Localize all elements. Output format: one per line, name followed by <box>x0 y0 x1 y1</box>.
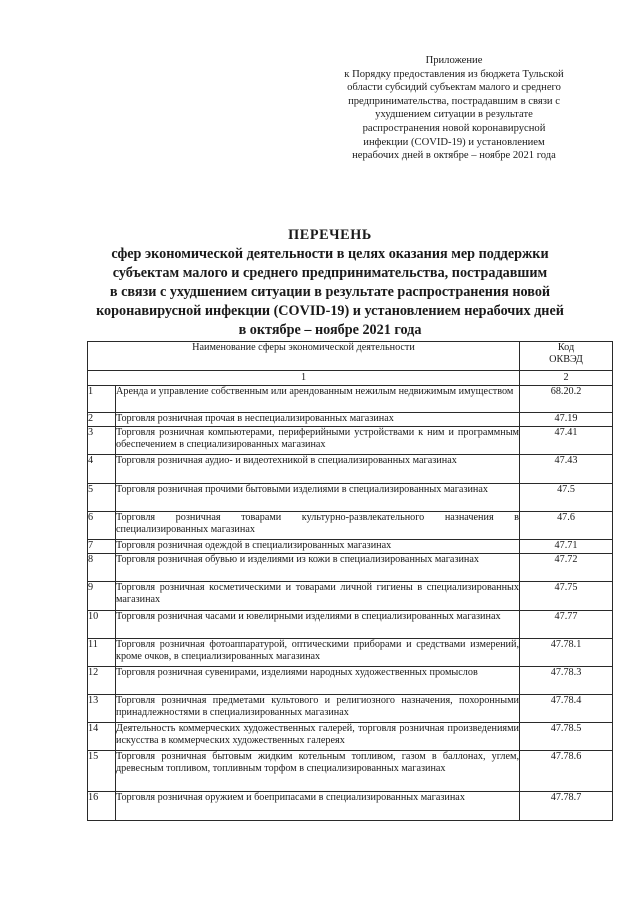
appendix-line: области субсидий субъектам малого и среднего <box>347 82 561 94</box>
okved-code: 47.78.6 <box>520 751 613 792</box>
table-row <box>88 540 613 554</box>
row-number: 15 <box>88 751 116 792</box>
activity-name: Торговля розничная прочими бытовыми изделиями в специализированных магазинах <box>116 484 520 512</box>
row-number: 2 <box>88 413 116 427</box>
row-number: 12 <box>88 667 116 695</box>
row-number: 13 <box>88 695 116 723</box>
activity-name: Аренда и управление собственным или арендованным нежилым недвижимым имуществом <box>116 386 520 413</box>
activity-name: Торговля розничная предметами культового и религиозного назначения, похоронными принадлежностями в специализированных магазинах <box>116 695 520 723</box>
table-row <box>88 792 613 821</box>
activity-name: Деятельность коммерческих художественных галерей, торговля розничная произведениями искусства в коммерческих художественных галереях <box>116 723 520 751</box>
okved-code: 47.78.4 <box>520 695 613 723</box>
row-number: 5 <box>88 484 116 512</box>
activity-name: Торговля розничная компьютерами, периферийными устройствами к ним и программным обеспечением в специализированных магазинах <box>116 427 520 455</box>
okved-code: 47.78.5 <box>520 723 613 751</box>
table-row <box>88 723 613 751</box>
table-row <box>88 667 613 695</box>
table-header-row <box>88 342 613 371</box>
column-number-row <box>88 371 613 386</box>
okved-code: 47.71 <box>520 540 613 554</box>
appendix-label: Приложение <box>425 55 483 66</box>
row-number: 7 <box>88 540 116 554</box>
table-row <box>88 427 613 455</box>
table-row <box>88 484 613 512</box>
table-row <box>88 611 613 639</box>
activity-name: Торговля розничная обувью и изделиями из кожи в специализированных магазинах <box>116 554 520 582</box>
header-okved-label: ОКВЭД <box>549 354 583 365</box>
activity-name: Торговля розничная прочая в неспециализированных магазинах <box>116 413 520 427</box>
appendix-note <box>312 54 596 163</box>
activity-name: Торговля розничная косметическими и товарами личной гигиены в специализированных магазинах <box>116 582 520 611</box>
table-row <box>88 386 613 413</box>
activity-table <box>87 341 613 821</box>
activity-name: Торговля розничная одеждой в специализированных магазинах <box>116 540 520 554</box>
okved-code: 47.78.7 <box>520 792 613 821</box>
row-number: 16 <box>88 792 116 821</box>
activity-name: Торговля розничная оружием и боеприпасами в специализированных магазинах <box>116 792 520 821</box>
heading-line: в октябре – ноябре 2021 года <box>238 322 422 338</box>
heading-line: субъектам малого и среднего предпринимательства, пострадавшим <box>112 265 548 281</box>
row-number: 11 <box>88 639 116 667</box>
column-number: 2 <box>520 371 613 386</box>
table-row <box>88 413 613 427</box>
row-number: 4 <box>88 455 116 484</box>
okved-code: 47.75 <box>520 582 613 611</box>
activity-name: Торговля розничная бытовым жидким котельным топливом, газом в баллонах, углем, древесным топливом, топливным торфом в специализированных магазинах <box>116 751 520 792</box>
table-row <box>88 455 613 484</box>
appendix-line: инфекции (COVID-19) и установлением <box>363 136 545 148</box>
okved-code: 47.72 <box>520 554 613 582</box>
appendix-line: ухудшением ситуации в результате <box>375 109 533 121</box>
activity-name: Торговля розничная часами и ювелирными изделиями в специализированных магазинах <box>116 611 520 639</box>
heading-line: коронавирусной инфекции (COVID-19) и установлением нерабочих дней <box>96 303 564 319</box>
heading-line: сфер экономической деятельности в целях оказания мер поддержки <box>111 246 549 262</box>
activity-name: Торговля розничная аудио- и видеотехникой в специализированных магазинах <box>116 455 520 484</box>
activity-name: Торговля розничная сувенирами, изделиями народных художественных промыслов <box>116 667 520 695</box>
okved-code: 47.78.1 <box>520 639 613 667</box>
table-row <box>88 639 613 667</box>
row-number: 10 <box>88 611 116 639</box>
row-number: 6 <box>88 512 116 540</box>
row-number: 3 <box>88 427 116 455</box>
table-row <box>88 512 613 540</box>
row-number: 8 <box>88 554 116 582</box>
row-number: 9 <box>88 582 116 611</box>
okved-code: 47.6 <box>520 512 613 540</box>
activity-name: Торговля розничная товарами культурно-развлекательного назначения в специализированных магазинах <box>116 512 520 540</box>
row-number: 1 <box>88 386 116 413</box>
table-row <box>88 554 613 582</box>
okved-code: 47.19 <box>520 413 613 427</box>
appendix-line: нерабочих дней в октябре – ноябре 2021 года <box>352 150 556 162</box>
okved-code: 68.20.2 <box>520 386 613 413</box>
document-heading <box>70 226 590 340</box>
okved-code: 47.5 <box>520 484 613 512</box>
okved-code: 47.41 <box>520 427 613 455</box>
okved-code: 47.43 <box>520 455 613 484</box>
document-title: ПЕРЕЧЕНЬ <box>288 227 372 243</box>
activity-name: Торговля розничная фотоаппаратурой, оптическими приборами и средствами измерений, кроме очков, в специализированных магазинах <box>116 639 520 667</box>
appendix-line: к Порядку предоставления из бюджета Тульской <box>344 68 564 80</box>
row-number: 14 <box>88 723 116 751</box>
table-row <box>88 582 613 611</box>
appendix-line: предпринимательства, пострадавшим в связи с <box>348 95 560 107</box>
header-code-label: Код <box>557 342 575 353</box>
table-row <box>88 695 613 723</box>
okved-code: 47.78.3 <box>520 667 613 695</box>
column-number: 1 <box>88 371 520 386</box>
heading-line: в связи с ухудшением ситуации в результате распространения новой <box>109 284 551 300</box>
header-activity-name: Наименование сферы экономической деятельности <box>88 342 520 371</box>
okved-code: 47.77 <box>520 611 613 639</box>
header-okved-code <box>520 342 613 371</box>
table-row <box>88 751 613 792</box>
appendix-line: распространения новой коронавирусной <box>362 122 546 134</box>
